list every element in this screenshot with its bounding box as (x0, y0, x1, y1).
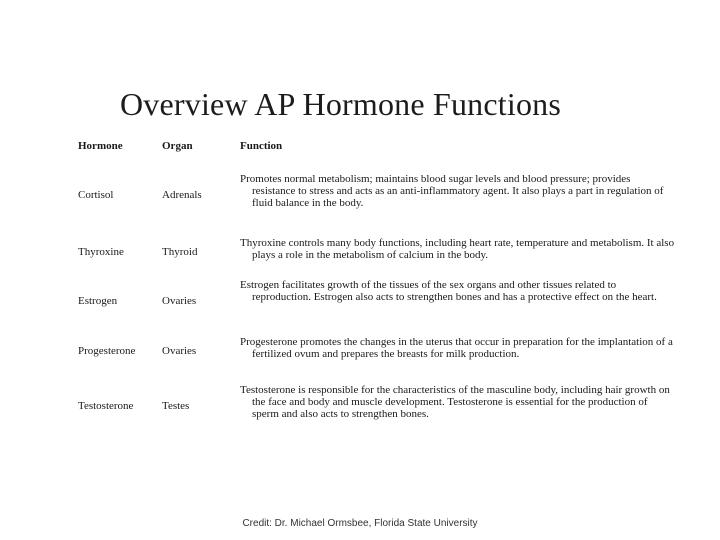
hormone-cell: Estrogen (78, 295, 118, 307)
organ-cell: Ovaries (162, 345, 197, 357)
function-cell: Progesterone promotes the changes in the uterus that occur in preparation for the implantation of a fertilized ovum and prepares the breasts for milk production. (240, 336, 673, 360)
page-title: Overview AP Hormone Functions (120, 86, 562, 122)
column-header-hormone: Hormone (78, 140, 123, 152)
hormone-cell: Progesterone (78, 345, 136, 357)
credit-line: Credit: Dr. Michael Ormsbee, Florida State University (242, 518, 478, 529)
hormone-cell: Thyroxine (78, 246, 124, 258)
column-header-organ: Organ (162, 140, 193, 152)
function-cell: Thyroxine controls many body functions, including heart rate, temperature and metabolism. It also plays a role in the metabolism of calcium in the body. (240, 237, 675, 261)
organ-cell: Ovaries (162, 295, 197, 307)
hormone-cell: Testosterone (78, 400, 134, 412)
hormone-cell: Cortisol (78, 189, 114, 201)
organ-cell: Testes (162, 400, 190, 412)
organ-cell: Adrenals (162, 189, 202, 201)
function-cell: Testosterone is responsible for the characteristics of the masculine body, including hair growth on the face and body and muscle development. Testosterone is essential for the production of sperm and also acts to strengthen bones. (240, 384, 670, 420)
function-cell: Promotes normal metabolism; maintains blood sugar levels and blood pressure; provides resistance to stress and acts as an anti-inflammatory agent. It also plays a part in regulation of fluid balance in the body. (240, 173, 664, 209)
organ-cell: Thyroid (162, 246, 198, 258)
function-cell: Estrogen facilitates growth of the tissues of the sex organs and other tissues related to reproduction. Estrogen also acts to strengthen bones and has a protective effect on the heart. (240, 279, 657, 303)
column-header-function: Function (240, 140, 283, 152)
